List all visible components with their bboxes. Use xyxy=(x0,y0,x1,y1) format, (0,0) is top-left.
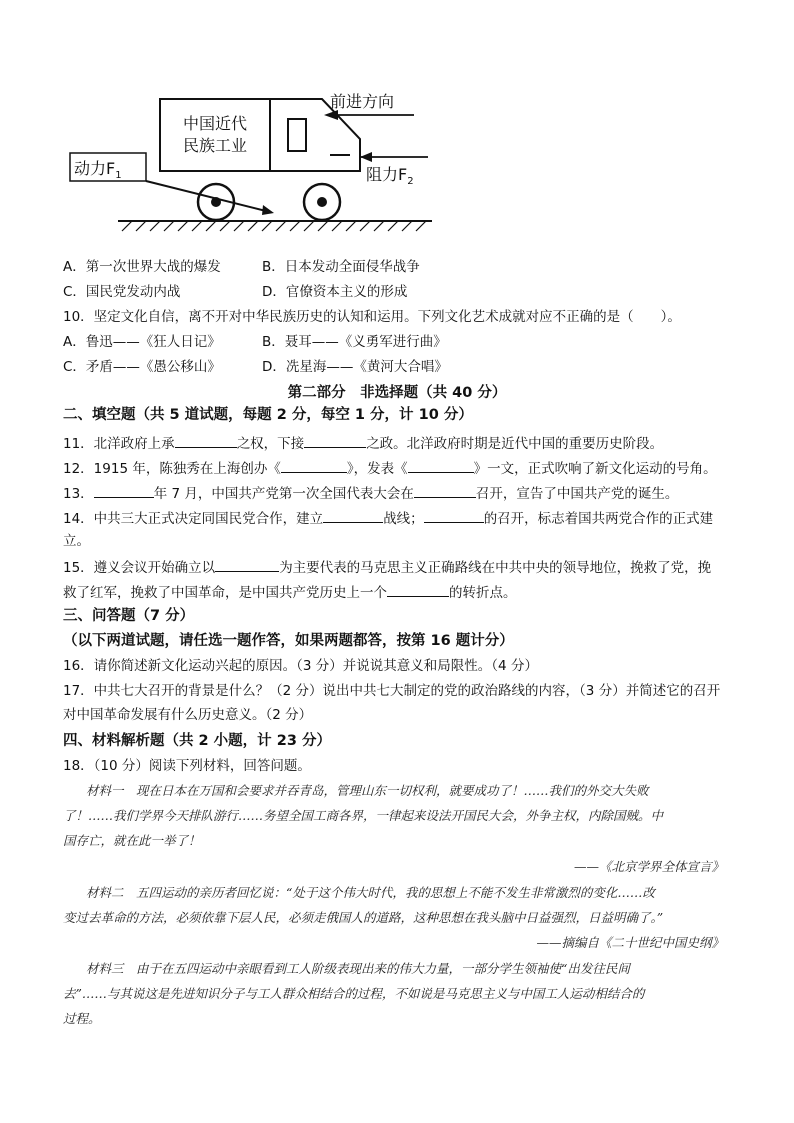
force1-arrowhead xyxy=(262,205,274,215)
q10-option-c: C．矛盾——《愚公移山》 xyxy=(63,359,221,375)
q16: 16．请你简述新文化运动兴起的原因。（3 分）并说说其意义和局限性。（4 分） xyxy=(63,658,538,674)
section3-note: （以下两道试题，请任选一题作答，如果两题都答，按第 16 题计分） xyxy=(63,633,514,649)
ground-hatching xyxy=(122,221,426,231)
section3-heading: 三、问答题（7 分） xyxy=(63,608,195,624)
section4-heading: 四、材料解析题（共 2 小题，计 23 分） xyxy=(63,733,331,749)
q9-option-a: A．第一次世界大战的爆发 xyxy=(63,259,221,275)
truck-cargo-box xyxy=(160,99,270,171)
truck-front-hub xyxy=(317,197,327,207)
q17-line1: 17．中共七大召开的背景是什么？（2 分）说出中共七大制定的党的政治路线的内容，（3 分）并简述它的召开 xyxy=(63,683,721,699)
q10-option-d: D．冼星海——《黄河大合唱》 xyxy=(262,359,448,375)
q10-stem: 10．坚定文化自信，离不开对中华民族历史的认知和运用。下列文化艺术成就对应不正确的是（ ）。 xyxy=(63,309,681,325)
material1-line2: 了！……我们学界今天排队游行……务望全国工商各界，一律起来设法开国民大会，外争主权，内除国贼。中 xyxy=(63,808,664,823)
material2-line1: 材料二 五四运动的亲历者回忆说：“处于这个伟大时代，我的思想上不能不发生非常激烈的变化……改 xyxy=(86,885,655,900)
q13: 13． 年 7 月，中国共产党第一次全国代表大会在 召开，宣告了中国共产党的诞生。 xyxy=(63,483,678,503)
section2-heading: 二、填空题（共 5 道试题，每题 2 分，每空 1 分，计 10 分） xyxy=(63,407,473,423)
force1-label: 动力$F_1$ xyxy=(74,159,122,181)
q11: 11．北洋政府上承 之权，下接 之政。北洋政府时期是近代中国的重要历史阶段。 xyxy=(63,433,663,453)
q9-option-d: D．官僚资本主义的形成 xyxy=(262,284,408,300)
box-text-line2: 民族工业 xyxy=(182,136,248,155)
forward-direction-label: 前进方向 xyxy=(330,92,395,111)
material1-line1: 材料一 现在日本在万国和会要求并吞青岛，管理山东一切权利，就要成功了！……我们的外交大失败 xyxy=(86,783,649,798)
q12: 12．1915 年，陈独秀在上海创办《 》，发表《 》一文，正式吹响了新文化运动的号角。 xyxy=(63,458,717,478)
material3-line1: 材料三 由于在五四运动中亲眼看到工人阶级表现出来的伟大力量，一部分学生领袖使“出发往民间 xyxy=(86,961,630,976)
material2-line2: 变过去革命的方法，必须依靠下层人民，必须走俄国人的道路，这种思想在我头脑中日益强烈，日益明确了。” xyxy=(63,910,664,925)
force2-label: 阻力$F_2$ xyxy=(366,165,414,187)
material3-line2: 去”……与其说这是先进知识分子与工人群众相结合的过程，不如说是马克思主义与中国工人运动相结合的 xyxy=(63,986,645,1001)
q17-line2: 对中国革命发展有什么历史意义。（2 分） xyxy=(63,707,313,723)
material1-line3: 国存亡，就在此一举了！ xyxy=(63,833,201,848)
force2-arrowhead xyxy=(360,152,372,162)
q14-line2: 立。 xyxy=(63,533,90,549)
q10-option-b: B．聂耳——《义勇军进行曲》 xyxy=(262,334,447,350)
q10-option-a: A．鲁迅——《狂人日记》 xyxy=(63,334,221,350)
q18-stem: 18．（10 分）阅读下列材料，回答问题。 xyxy=(63,758,311,774)
truck-window xyxy=(288,119,306,151)
truck-diagram xyxy=(60,85,460,235)
q9-option-b: B．日本发动全面侵华战争 xyxy=(262,259,420,275)
box-text-line1: 中国近代 xyxy=(182,114,248,133)
q9-option-c: C．国民党发动内战 xyxy=(63,284,181,300)
material1-source: ——《北京学界全体宣言》 xyxy=(573,859,724,874)
material2-source: ——摘编自《二十世纪中国史纲》 xyxy=(536,935,724,950)
material3-line3: 过程。 xyxy=(63,1011,101,1026)
q15-line1: 15．遵义会议开始确立以 为主要代表的马克思主义正确路线在中共中央的领导地位，挽救了党，挽 xyxy=(63,557,711,577)
q14-line1: 14．中共三大正式决定同国民党合作，建立 战线； 的召开，标志着国共两党合作的正式建 xyxy=(63,508,713,528)
forward-arrowhead xyxy=(324,110,338,120)
q15-line2: 救了红军，挽救了中国革命，是中国共产党历史上一个 的转折点。 xyxy=(63,582,517,602)
part2-title: 第二部分 非选择题（共 40 分） xyxy=(287,385,507,401)
